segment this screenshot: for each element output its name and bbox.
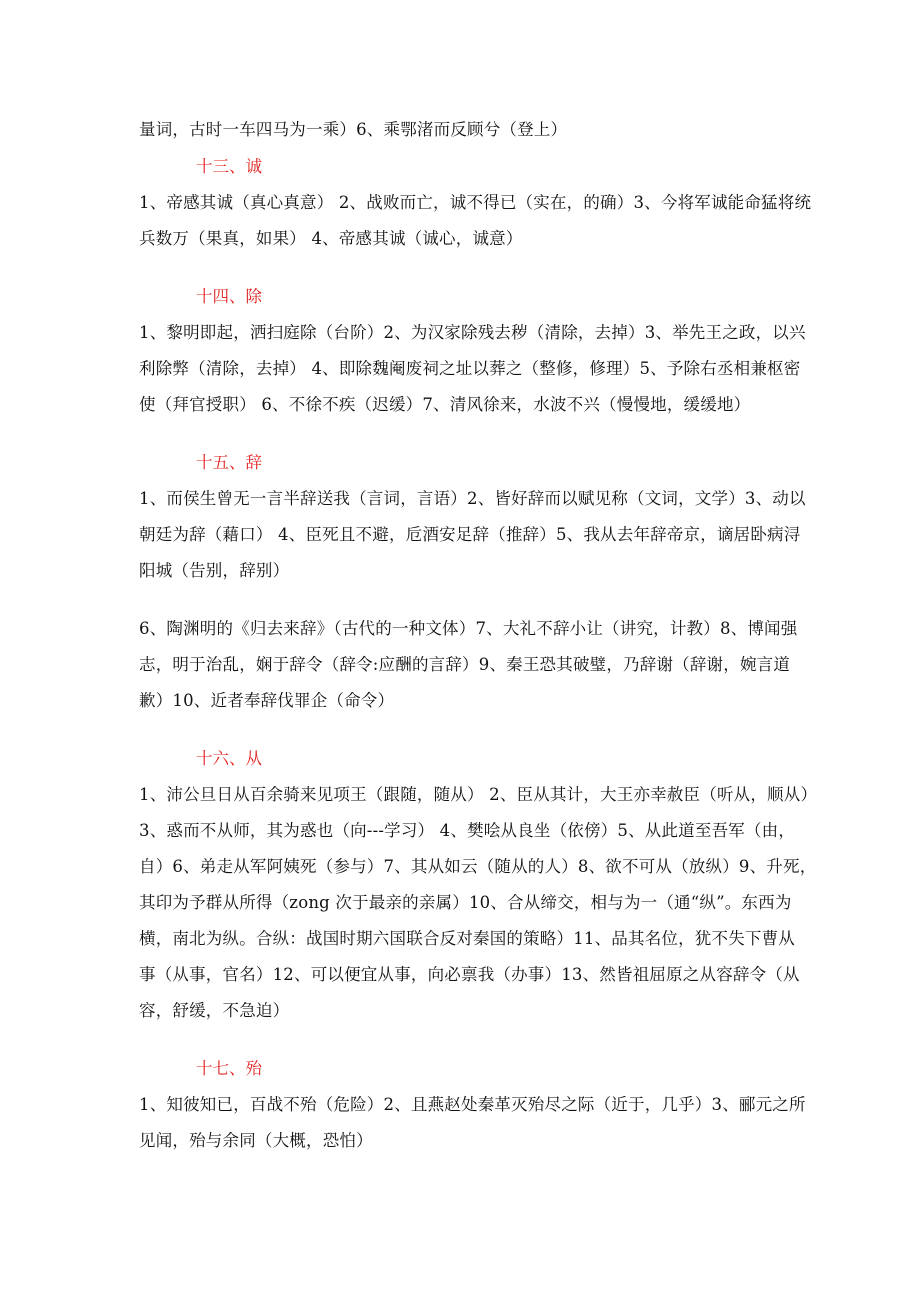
- text-line: 事（从事，官名）12、可以便宜从事，向必禀我（办事）13、然皆祖屈原之从容辞令（从: [139, 965, 800, 984]
- text-line: 自）6、弟走从军阿姨死（参与）7、其从如云（随从的人）8、欲不可从（放纵）9、升死，: [139, 857, 817, 876]
- text-line: 1、黎明即起，洒扫庭除（台阶）2、为汉家除残去秽（清除，去掉）3、举先王之政，以兴: [139, 323, 806, 342]
- section-heading-cheng: 十三、诚: [196, 157, 262, 176]
- section-heading-dai: 十七、殆: [196, 1059, 262, 1078]
- section-heading-cong: 十六、从: [196, 749, 262, 768]
- section-heading-ci: 十五、辞: [196, 453, 262, 472]
- text-line: 朝廷为辞（藉口） 4、臣死且不避，卮酒安足辞（推辞）5、我从去年辞帝京，谪居卧病浔: [139, 525, 801, 544]
- text-line: 1、而侯生曾无一言半辞送我（言词，言语）2、皆好辞而以赋见称（文词，文学）3、动以: [139, 489, 806, 508]
- text-line: 兵数万（果真，如果） 4、帝感其诚（诚心，诚意）: [139, 229, 523, 248]
- text-line: 利除弊（清除，去掉） 4、即除魏阉废祠之址以葬之（整修，修理）5、予除右丞相兼枢密: [139, 359, 801, 378]
- text-line: 横，南北为纵。合纵：战国时期六国联合反对秦国的策略）11、品其名位，犹不失下曹从: [139, 929, 795, 948]
- text-line: 使（拜官授职） 6、不徐不疾（迟缓）7、清风徐来，水波不兴（慢慢地，缓缓地）: [139, 395, 751, 414]
- text-line: 见闻，殆与余同（大概，恐怕）: [139, 1131, 373, 1150]
- text-line: 3、惑而不从师，其为惑也（向---学习） 4、樊哙从良坐（依傍）5、从此道至吾军（由，: [139, 821, 796, 840]
- intro-line: 量词，古时一车四马为一乘）6、乘鄂渚而反顾兮（登上）: [139, 120, 568, 139]
- text-line: 其印为予群从所得（zong 次于最亲的亲属）10、合从缔交，相与为一（通“纵”。东西为: [139, 893, 792, 912]
- text-line: 1、知彼知已，百战不殆（危险）2、且燕赵处秦革灭殆尽之际（近于，几乎）3、郦元之所: [139, 1095, 806, 1114]
- text-line: 容，舒缓，不急迫）: [139, 1001, 290, 1020]
- text-line: 6、陶渊明的《归去来辞》（古代的一种文体）7、大礼不辞小让（讲究，计教）8、博闻强: [139, 619, 798, 638]
- text-line: 1、帝感其诚（真心真意） 2、战败而亡，诚不得已（实在，的确）3、今将军诚能命猛将统: [139, 193, 812, 212]
- text-line: 志，明于治乱，娴于辞令（辞令:应酬的言辞）9、秦王恐其破璧，乃辞谢（辞谢，婉言道: [139, 655, 791, 674]
- section-heading-chu: 十四、除: [196, 287, 262, 306]
- text-line: 阳城（告别，辞别）: [139, 561, 290, 580]
- text-line: 1、沛公旦日从百余骑来见项王（跟随，随从） 2、臣从其计，大王亦幸赦臣（听从，顺从）: [139, 785, 818, 804]
- text-line: 歉）10、近者奉辞伐罪企（命令）: [139, 691, 395, 710]
